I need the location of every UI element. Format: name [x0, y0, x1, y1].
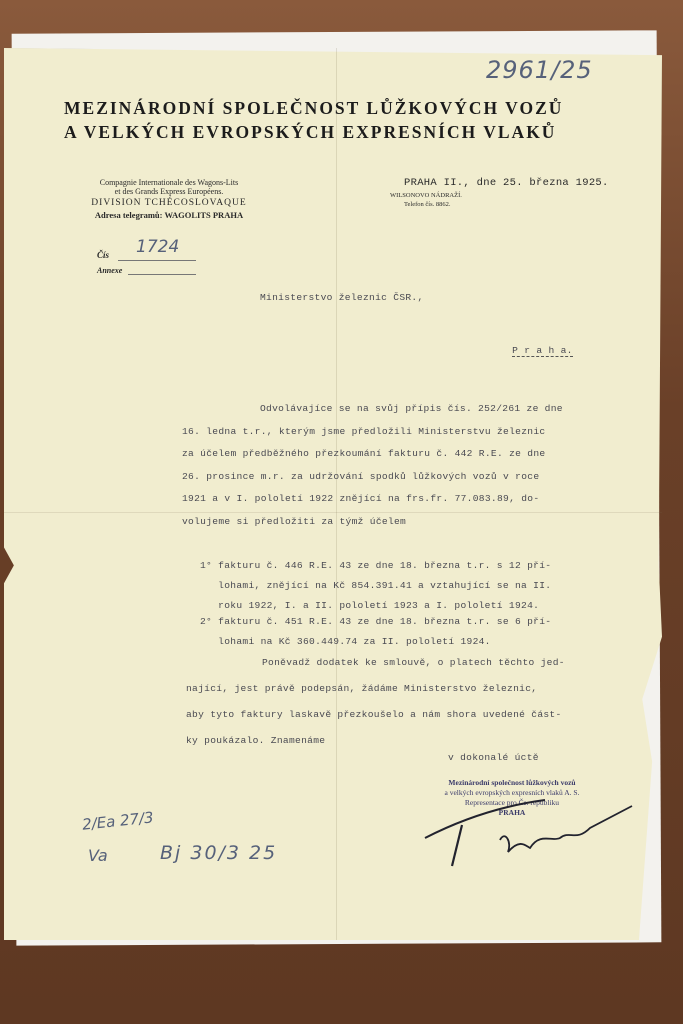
stamp-line2: a velkých evropských expresních vlaků A. S. [444, 788, 580, 797]
place-date-text: PRAHA II., dne 25. března 1925. [404, 177, 609, 189]
p1-line: za účelem předběžného přezkoumání fakturu č. 442 R.E. ze dne [182, 448, 546, 459]
item2-line: lohami na Kč 360.449.74 za II. pololetí 1924. [200, 636, 491, 647]
telegram-address: Adresa telegramů: WAGOLITS PRAHA [94, 210, 244, 220]
stamp-line3: Representace pro Čs. republiku [464, 798, 560, 807]
annexe-label: Annexe [97, 266, 123, 275]
company-block [64, 178, 274, 220]
letterhead-title-line1: MEZINÁRODNÍ SPOLEČNOST LŮŽKOVÝCH VOZŮ [64, 98, 564, 118]
item1-line: lohami, znějící na Kč 854.391.41 a vztahující se na II. [200, 580, 552, 591]
body-paragraph-1 [182, 398, 652, 533]
station-address: WILSONOVO NÁDRAŽÍ. [390, 192, 462, 199]
cis-field-line [118, 260, 196, 261]
p1-line: Odvolávajíce se na svůj přípis čís. 252/261 ze dne [260, 403, 563, 414]
recipient-city-text: P r a h a. [512, 345, 573, 356]
company-fr-line2: et des Grands Express Européens. [114, 187, 224, 196]
stamp-line1: Mezinárodní společnost lůžkových vozů [448, 778, 576, 787]
closing-salutation: v dokonalé úctě [448, 752, 539, 763]
p2-line: nající, jest právě podepsán, žádáme Ministerstvo železnic, [186, 683, 538, 694]
division-label: DIVISION TCHÉCOSLOVAQUE [91, 198, 247, 208]
margin-note-2: Va [88, 846, 108, 865]
cis-number: 1724 [136, 237, 180, 257]
item-2 [200, 612, 660, 652]
stamp-line4: PRAHA [498, 808, 526, 817]
item1-line: roku 1922, I. a II. pololetí 1923 a I. pololetí 1924. [200, 600, 540, 611]
recipient-name: Ministerstvo železnic ČSR., [260, 292, 424, 303]
cis-label: Čís [97, 250, 110, 260]
p2-line: aby tyto faktury laskavě přezkoušelo a nám shora uvedené část- [186, 709, 562, 720]
place-date [404, 177, 609, 189]
p1-line: 1921 a v I. pololetí 1922 znějící na frs.fr. 77.083.89, do- [182, 493, 540, 504]
margin-note-3: Bj 30/3 25 [160, 842, 278, 864]
letterhead-title-line2: A VELKÝCH EVROPSKÝCH EXPRESNÍCH VLAKŮ [64, 122, 557, 142]
phone-number: Telefon čís. 8862. [404, 201, 451, 208]
handwritten-reference: 2961/25 [486, 56, 593, 84]
item2-line: 2° fakturu č. 451 R.E. 43 ze dne 18. března t.r. se 6 pří- [200, 616, 552, 627]
margin-note-1: 2/Ea 27/3 [81, 808, 155, 834]
p1-line: 26. prosince m.r. za udržování spodků lůžkových vozů v roce [182, 470, 540, 482]
p1-line: 16. ledna t.r., kterým jsme předložili Ministerstvu železnic [182, 425, 546, 437]
item-1 [200, 556, 660, 616]
letterhead-title [64, 96, 664, 144]
body-paragraph-2 [186, 650, 656, 754]
recipient-city [500, 334, 573, 357]
company-stamp [412, 778, 612, 818]
p1-line: volujeme si předložiti za týmž účelem [182, 515, 407, 527]
p2-line: Poněvadž dodatek ke smlouvě, o platech těchto jed- [262, 657, 565, 668]
annexe-field-line [128, 274, 196, 275]
item1-line: 1° fakturu č. 446 R.E. 43 ze dne 18. března t.r. s 12 pří- [200, 560, 552, 571]
company-fr-line1: Compagnie Internationale des Wagons-Lits [99, 178, 239, 187]
p2-line: ky poukázalo. Znamenáme [186, 735, 326, 746]
